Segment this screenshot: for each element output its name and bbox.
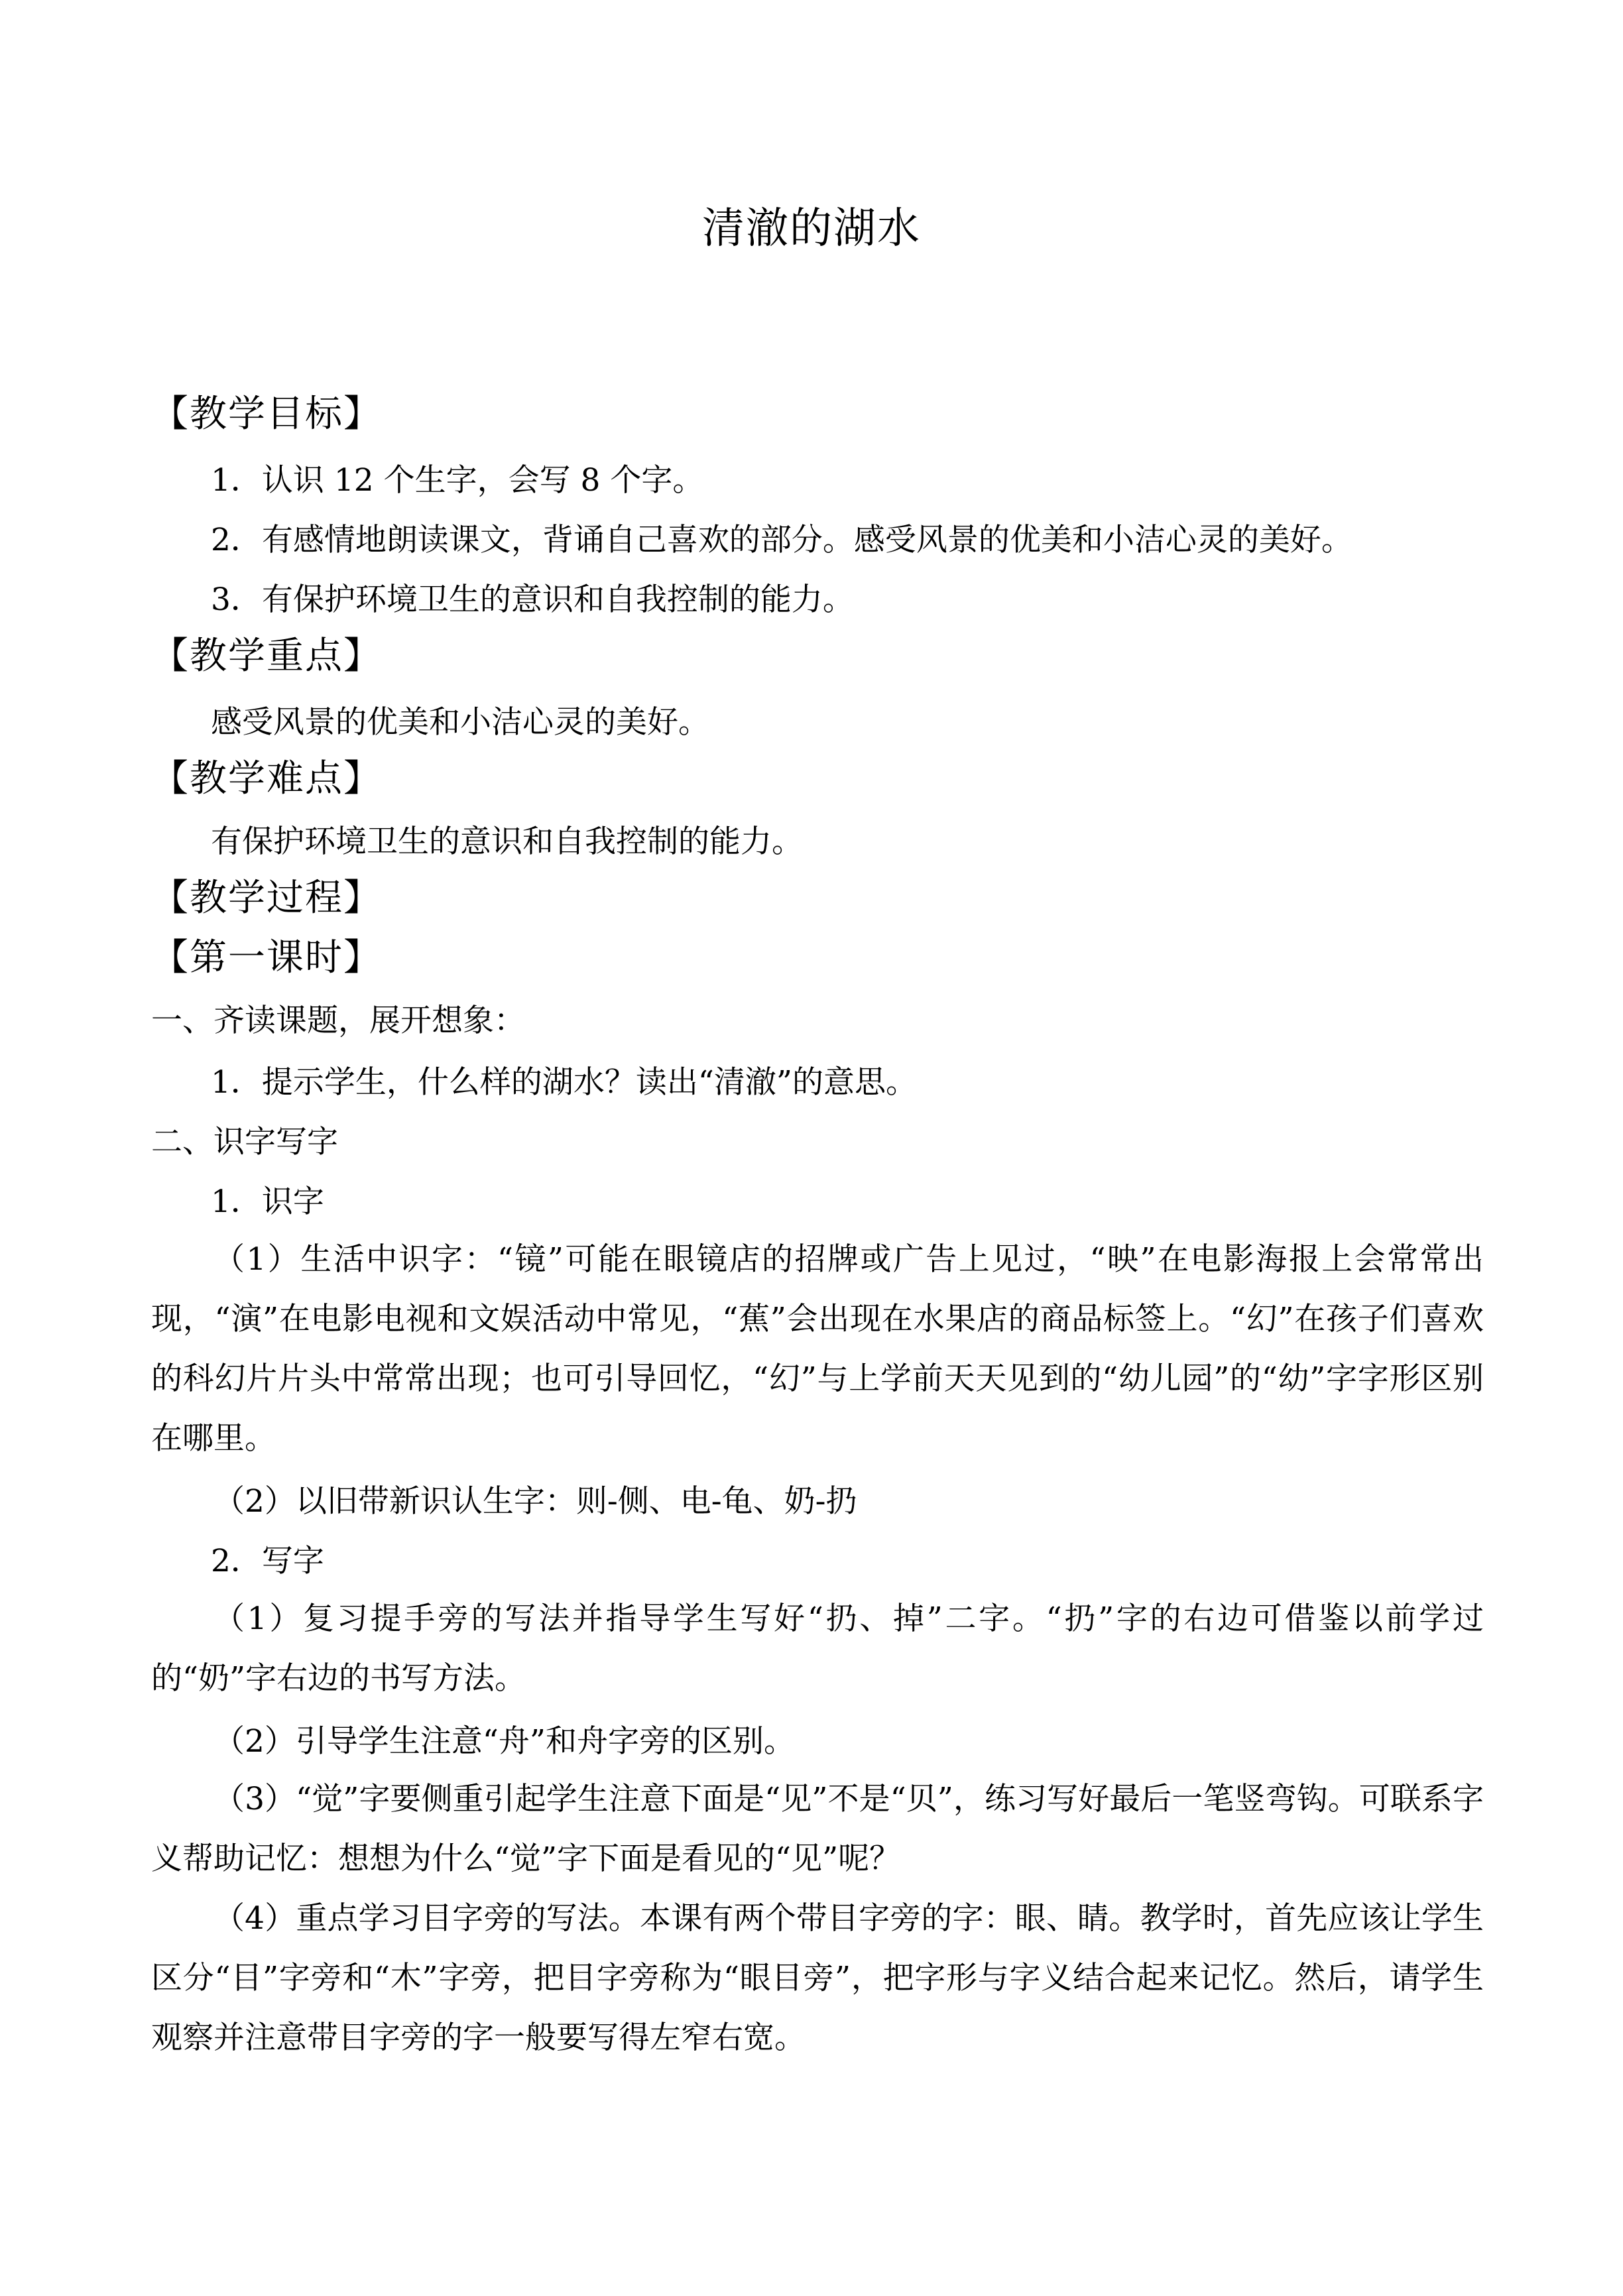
part-1-title: 一、齐读课题，展开想象： bbox=[151, 1002, 525, 1039]
key-points-text: 感受风景的优美和小洁心灵的美好。 bbox=[211, 704, 709, 741]
goal-item-2: 2．有感情地朗读课文，背诵自己喜欢的部分。感受风景的优美和小洁心灵的美好。 bbox=[211, 522, 1352, 558]
recognize-paragraph-1: （1）生活中识字：“镜”可能在眼镜店的招牌或广告上见过，“映”在电影海报上会常常出现，“演”在电影电视和文娱活动中常见，“蕉”会出现在水果店的商品标签上。“幻”在孩子们喜欢的科幻片片头中常常出现；也可引导回忆，“幻”与上学前天天见到的“幼儿园”的“幼”字字形区别在哪里。 bbox=[151, 1241, 1484, 1457]
heading-teaching-process: 【教学过程】 bbox=[151, 876, 382, 920]
recognize-paragraph-2: （2）以旧带新识认生字：则-侧、电-龟、奶-扔 bbox=[213, 1483, 857, 1520]
write-title: 2．写字 bbox=[211, 1543, 324, 1579]
recognize-title: 1．识字 bbox=[211, 1183, 324, 1220]
heading-difficulties: 【教学难点】 bbox=[151, 757, 382, 800]
heading-teaching-goals: 【教学目标】 bbox=[151, 393, 382, 436]
part-2-title: 二、识字写字 bbox=[151, 1124, 338, 1160]
goal-item-1: 1．认识 12 个生字，会写 8 个字。 bbox=[211, 462, 704, 499]
heading-key-points: 【教学重点】 bbox=[151, 634, 382, 678]
write-paragraph-1: （1）复习提手旁的写法并指导学生写好“扔、掉”二字。“扔”字的右边可借鉴以前学过的“奶”字右边的书写方法。 bbox=[151, 1601, 1484, 1697]
write-paragraph-2: （2）引导学生注意“舟”和舟字旁的区别。 bbox=[213, 1723, 795, 1760]
write-paragraph-3: （3）“觉”字要侧重引起学生注意下面是“见”不是“贝”，练习写好最后一笔竖弯钩。可联系字义帮助记忆：想想为什么“觉”字下面是看见的“见”呢？ bbox=[151, 1781, 1484, 1877]
goal-item-3: 3．有保护环境卫生的意识和自我控制的能力。 bbox=[211, 581, 854, 618]
document-title: 清澈的湖水 bbox=[702, 204, 921, 253]
part-1-item-1: 1．提示学生，什么样的湖水？读出“清澈”的意思。 bbox=[211, 1064, 917, 1101]
heading-first-lesson: 【第一课时】 bbox=[151, 936, 382, 979]
difficulties-text: 有保护环境卫生的意识和自我控制的能力。 bbox=[211, 823, 803, 860]
write-paragraph-4: （4）重点学习目字旁的写法。本课有两个带目字旁的字：眼、睛。教学时，首先应该让学生区分“目”字旁和“木”字旁，把目字旁称为“眼目旁”，把字形与字义结合起来记忆。然后，请学生观察并注意带目字旁的字一般要写得左窄右宽。 bbox=[151, 1900, 1484, 2056]
